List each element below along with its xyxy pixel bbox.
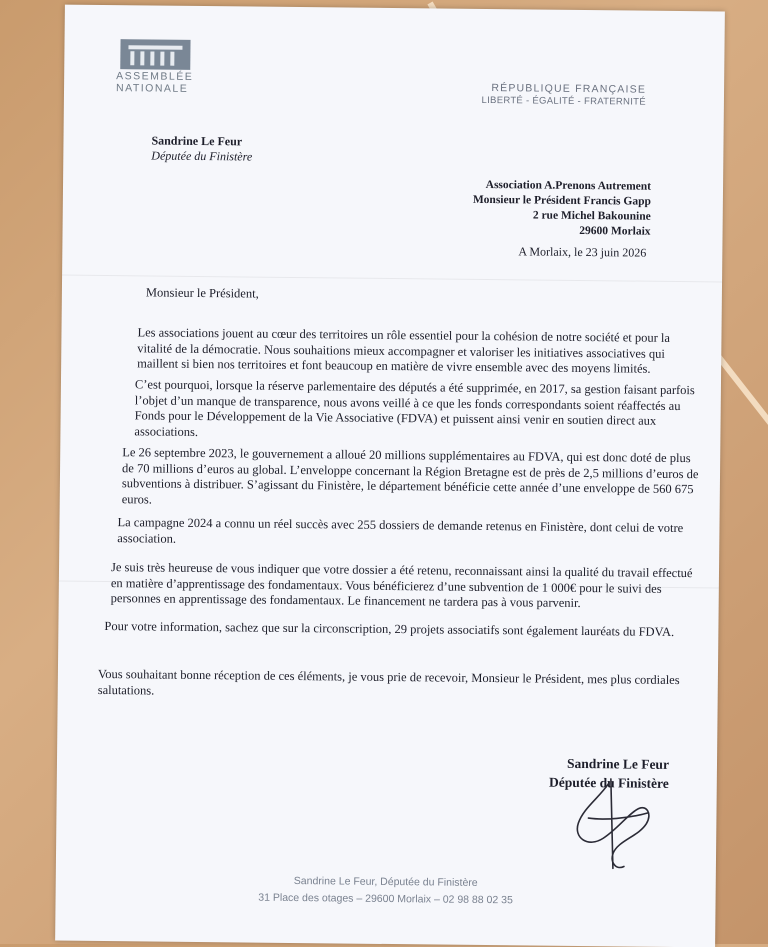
handwritten-signature — [568, 778, 659, 874]
assemblee-nationale-logo — [116, 39, 197, 94]
footer-line1: Sandrine Le Feur, Députée du Finistère — [293, 875, 478, 889]
salutation: Monsieur le Président, — [145, 285, 259, 301]
paragraph-1: Les associations jouent au cœur des territoires un rôle essentiel pour la cohésion de notre société et pour la vitalité de la démocratie. Nous souhaitions mieux accompagner et valoriser les initiatives associatives qui maillent si bien nos territoires et font beaucoup en matière de vivre ensemble avec des moyens limités. — [137, 325, 671, 376]
footer-line2: 31 Place des otages – 29600 Morlaix – 02 98 88 02 35 — [258, 891, 513, 907]
paragraph-6: Pour votre information, sachez que sur la circonscription, 29 projets associatifs sont également lauréats du FDVA. — [104, 619, 675, 639]
fold-line — [62, 275, 722, 283]
sender-title: Députée du Finistère — [151, 148, 253, 164]
assembly-building-icon — [120, 39, 190, 70]
letter-page — [55, 5, 725, 947]
recipient-line: 29600 Morlaix — [579, 224, 651, 238]
sender-name: Sandrine Le Feur — [151, 133, 243, 149]
logo-line1: ASSEMBLÉE — [116, 70, 194, 83]
paragraph-2: C’est pourquoi, lorsque la réserve parlementaire des députés a été supprimée, en 2017, sa gestion faisant parfois l’objet d’un manque de transparence, nous avons veillé à ce que les fonds correspondants soient réaffectés au Fonds pour le Développement de la Vie Associative (FDVA) et puissent ainsi venir en soutien direct aux associations. — [134, 377, 695, 439]
paragraph-7: Vous souhaitant bonne réception de ces éléments, je vous prie de recevoir, Monsieur le Président, mes plus cordiales salutations. — [97, 666, 680, 698]
republic-title: RÉPUBLIQUE FRANÇAISE — [491, 82, 647, 96]
recipient-line: Monsieur le Président Francis Gapp — [472, 193, 651, 208]
recipient-block — [472, 178, 651, 240]
recipient-line: 2 rue Michel Bakounine — [532, 209, 651, 223]
republic-header — [482, 82, 647, 108]
paragraph-4: La campagne 2024 a connu un réel succès avec 255 dossiers de demande retenus en Finistère, dont celui de votre association. — [117, 515, 684, 546]
signatory-title: Députée du Finistère — [548, 774, 669, 791]
sender-block — [151, 133, 252, 164]
paragraph-5: Je suis très heureuse de vous indiquer que votre dossier a été retenu, reconnaissant ainsi la qualité du travail effectué en matière d’apprentissage des fondamentaux. Vous bénéficierez d’une subvention de 1 000€ pour le suivi des personnes en apprentissage des fondamentaux. Le financement ne tardera pas à vous parvenir. — [110, 560, 693, 611]
logo-line2: NATIONALE — [115, 82, 189, 95]
letter-date: A Morlaix, le 23 juin 2026 — [518, 244, 647, 260]
signatory-name: Sandrine Le Feur — [566, 755, 670, 772]
letter-footer — [55, 871, 715, 912]
republic-motto: LIBERTÉ - ÉGALITÉ - FRATERNITÉ — [481, 94, 646, 108]
paragraph-3: Le 26 septembre 2023, le gouvernement a alloué 20 millions supplémentaires au FDVA, qui est donc doté de plus de 70 millions d’euros au global. L’enveloppe concernant la Région Bretagne est de près de 2,5 millions d’euros de subventions à distribuer. S’agissant du Finistère, le département bénéficie cette année d’une enveloppe de 560 675 euros. — [121, 445, 699, 507]
recipient-line: Association A.Prenons Autrement — [485, 178, 652, 193]
